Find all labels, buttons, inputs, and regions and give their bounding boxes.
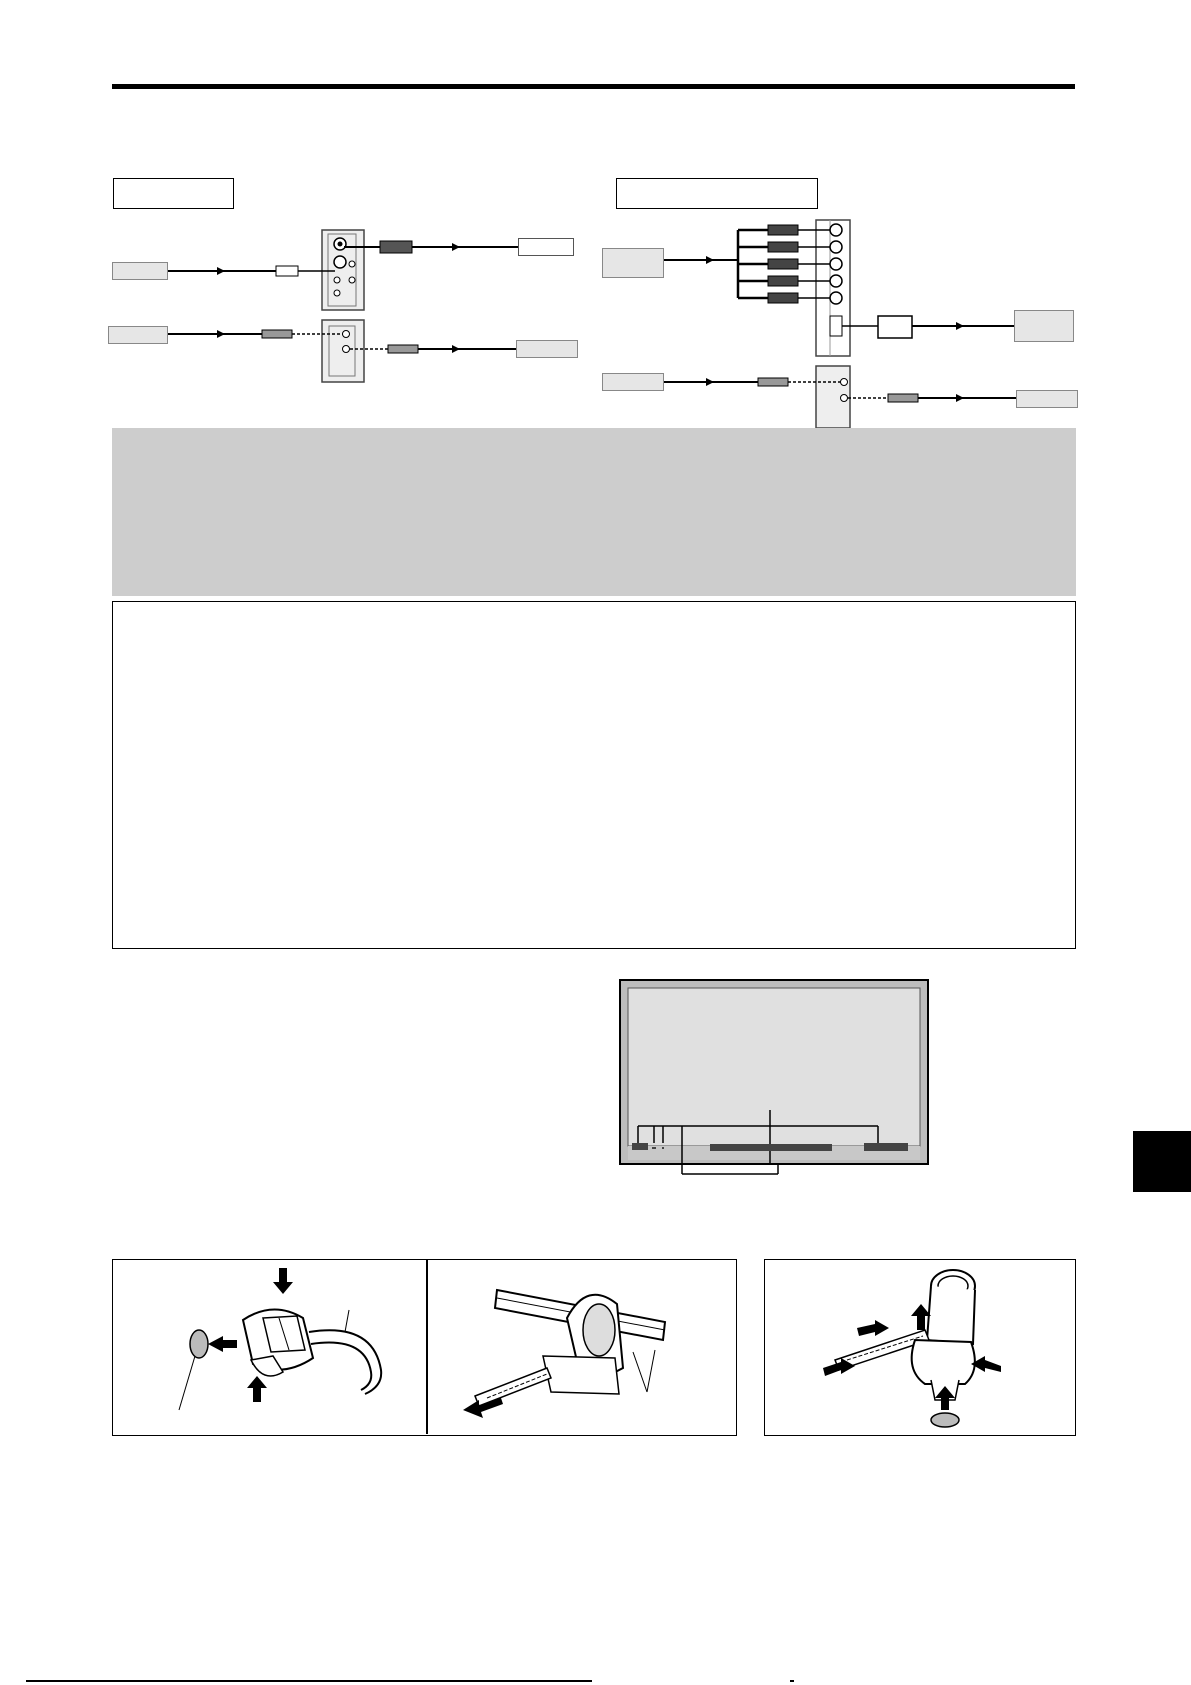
- header-rule: [112, 84, 1075, 89]
- note-line: [139, 800, 1039, 816]
- device-right-pc-out: [1014, 310, 1074, 342]
- clamp-panel-remove: [764, 1259, 1076, 1436]
- note-line: [139, 760, 1039, 776]
- note-line: [139, 720, 1039, 736]
- note-line: [139, 840, 1039, 856]
- clamp-remove-illustration: [765, 1260, 1075, 1434]
- note-line: [139, 660, 1039, 676]
- note-line: [139, 900, 1039, 916]
- section-label-left: [113, 178, 234, 209]
- connection-diagram-left: [0, 220, 590, 390]
- clamp-panel-pair: [112, 1259, 737, 1436]
- device-right-component-source: [602, 248, 664, 278]
- highlight-band: [112, 428, 1076, 596]
- note-line: [139, 820, 1039, 836]
- note-line: [139, 640, 1039, 656]
- display-front-diagram: [618, 978, 930, 1180]
- note-line: [139, 860, 1039, 876]
- device-left-video-out: [518, 238, 574, 256]
- chapter-tab: [1133, 1131, 1191, 1192]
- section-label-right: [616, 178, 818, 209]
- footer-mark: [790, 1680, 794, 1682]
- footer-rule: [26, 1680, 592, 1682]
- device-right-audio-out: [1016, 390, 1078, 408]
- device-left-video-source: [112, 262, 168, 280]
- note-line: [139, 740, 1039, 756]
- device-left-audio-out: [516, 340, 578, 358]
- clamp-bundle-illustration: [427, 1260, 737, 1434]
- clamp-attach-illustration: [113, 1260, 425, 1434]
- device-left-audio-source: [108, 326, 168, 344]
- note-line: [139, 620, 1039, 636]
- note-line: [139, 880, 1039, 896]
- note-line: [139, 780, 1039, 796]
- device-right-audio-source: [602, 373, 664, 391]
- note-line: [139, 680, 1039, 696]
- note-line: [139, 920, 1039, 936]
- note-line: [139, 700, 1039, 716]
- notes-box: [112, 601, 1076, 949]
